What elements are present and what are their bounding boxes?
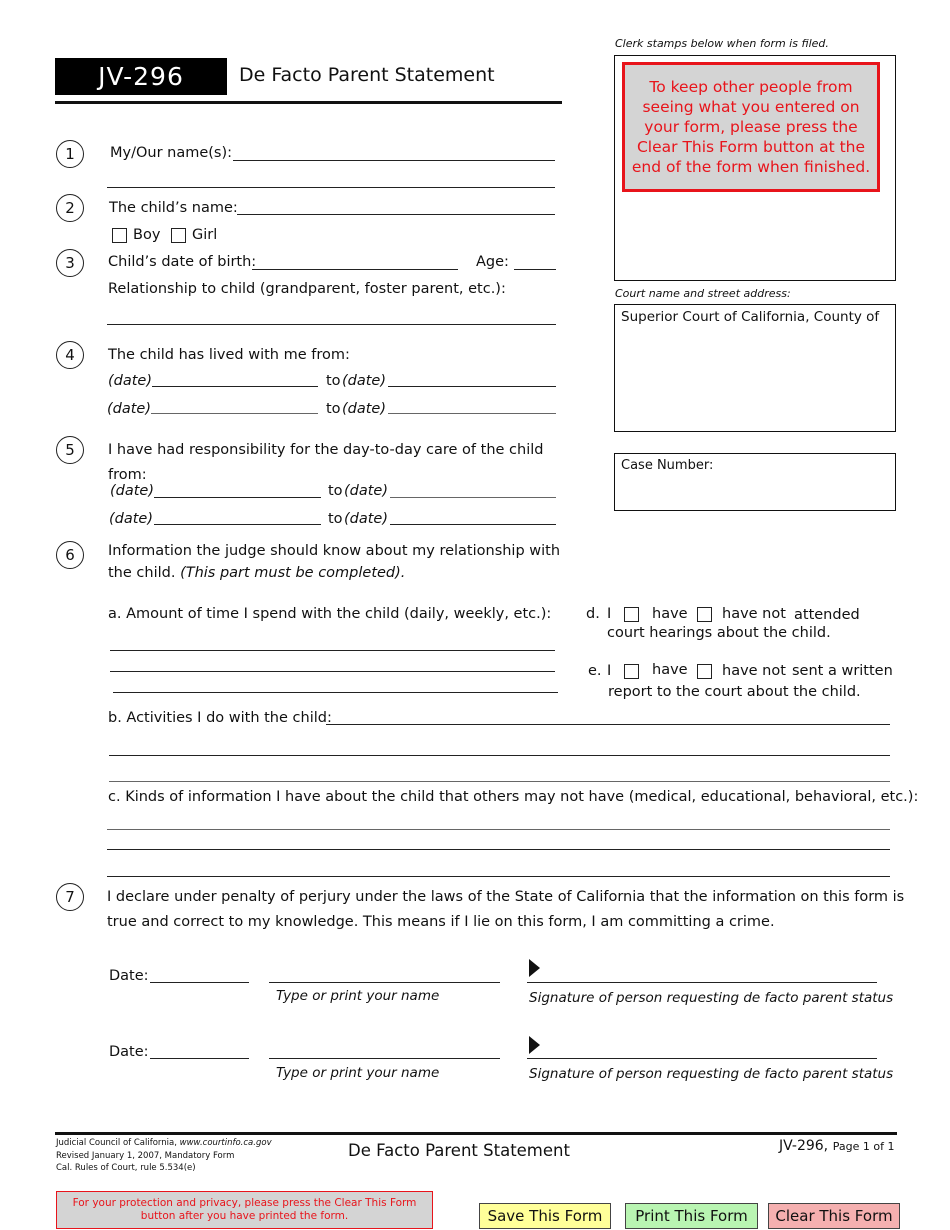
care-to-label-1: to: [328, 483, 343, 499]
clerk-stamp-label: Clerk stamps below when form is filed.: [615, 37, 829, 50]
lived-with-label: The child has lived with me from:: [108, 347, 350, 363]
care-from-date-label-2: (date): [109, 511, 154, 527]
e-label: e.: [588, 663, 602, 679]
form-number: JV-296: [98, 62, 184, 91]
kinds-info-input-1[interactable]: [107, 829, 890, 830]
signature-input-2[interactable]: [527, 1058, 877, 1059]
print-name-caption-2: Type or print your name: [276, 1065, 440, 1081]
care-from-input-2[interactable]: [154, 524, 321, 525]
date-input-2[interactable]: [150, 1058, 249, 1059]
amount-time-input-3[interactable]: [113, 692, 558, 693]
attended-label: attended: [794, 607, 860, 623]
case-number-label: Case Number:: [621, 458, 714, 473]
signature-arrow-icon-2: [529, 1036, 540, 1054]
signature-caption-1: Signature of person requesting de facto parent status: [529, 990, 894, 1006]
declaration-line-1: I declare under penalty of perjury under the laws of the State of California that the information on this form is: [107, 889, 905, 905]
dob-label: Child’s date of birth:: [108, 254, 257, 270]
lived-from-date-label-2: (date): [107, 401, 152, 417]
e-i-label: I: [607, 663, 612, 679]
lived-to-date-label-2: (date): [342, 401, 387, 417]
lived-to-input-1[interactable]: [388, 386, 556, 387]
care-to-label-2: to: [328, 511, 343, 527]
declaration-line-2: true and correct to my knowledge. This means if I lie on this form, I am committing a crime.: [107, 914, 775, 930]
info-judge-note: (This part must be completed).: [180, 565, 406, 581]
d-i-label: I: [607, 606, 612, 622]
girl-label: Girl: [192, 227, 218, 243]
activities-input-3[interactable]: [109, 781, 890, 782]
print-name-caption-1: Type or print your name: [276, 988, 440, 1004]
sent-written-label: sent a written: [792, 663, 893, 679]
footer-form-ref: JV-296,: [779, 1138, 829, 1154]
lived-to-label-2: to: [326, 401, 341, 417]
info-judge-child: the child.: [108, 565, 176, 581]
child-name-label: The child’s name:: [109, 200, 238, 216]
lived-from-input-2[interactable]: [151, 413, 318, 414]
lived-to-date-label-1: (date): [342, 373, 387, 389]
form-title: De Facto Parent Statement: [239, 64, 495, 86]
e-have-checkbox[interactable]: [624, 664, 639, 679]
court-name-field[interactable]: [614, 304, 896, 432]
e-have-not-label: have not: [722, 663, 786, 679]
lived-from-date-label-1: (date): [108, 373, 153, 389]
info-judge-label: Information the judge should know about my relationship with: [108, 543, 561, 559]
boy-label: Boy: [133, 227, 161, 243]
footer-page-number: Page 1 of 1: [832, 1140, 895, 1153]
print-form-button[interactable]: Print This Form: [625, 1203, 758, 1229]
footer-council: [56, 1139, 272, 1148]
responsibility-label: I have had responsibility for the day-to-day care of the child: [108, 442, 544, 458]
kinds-info-input-2[interactable]: [107, 849, 890, 850]
activities-input-2[interactable]: [109, 755, 890, 756]
care-to-date-label-1: (date): [344, 483, 389, 499]
header-rule: [55, 101, 562, 104]
dob-input[interactable]: [252, 269, 458, 270]
care-to-input-2[interactable]: [390, 524, 556, 525]
activities-input-1[interactable]: [326, 724, 890, 725]
boy-checkbox[interactable]: [112, 228, 127, 243]
my-names-label: My/Our name(s):: [110, 145, 233, 161]
privacy-notice: [56, 1191, 433, 1229]
info-judge-label-2: [108, 566, 405, 581]
privacy-notice-text: For your protection and privacy, please press the Clear This Form button after you have printed the form.: [72, 1197, 417, 1222]
print-name-input-1[interactable]: [269, 982, 500, 983]
care-to-date-label-2: (date): [344, 511, 389, 527]
care-from-date-label-1: (date): [110, 483, 155, 499]
item-number-2: 2: [56, 194, 84, 222]
amount-time-input-2[interactable]: [110, 671, 555, 672]
d-have-label: have: [652, 606, 688, 622]
signature-arrow-icon-1: [529, 959, 540, 977]
d-have-not-checkbox[interactable]: [697, 607, 712, 622]
kinds-info-input-3[interactable]: [107, 876, 890, 877]
lived-from-input-1[interactable]: [152, 386, 318, 387]
age-label: Age:: [476, 254, 509, 270]
item-number-1: 1: [56, 140, 84, 168]
signature-input-1[interactable]: [527, 982, 877, 983]
save-form-button[interactable]: Save This Form: [479, 1203, 611, 1229]
form-number-box: [55, 58, 227, 95]
activities-label: b. Activities I do with the child:: [108, 710, 332, 726]
court-hearings-label: court hearings about the child.: [607, 625, 831, 641]
amount-time-label: a. Amount of time I spend with the child (daily, weekly, etc.):: [108, 606, 552, 622]
e-have-not-checkbox[interactable]: [697, 664, 712, 679]
footer-rule: [55, 1132, 897, 1135]
report-label: report to the court about the child.: [608, 684, 861, 700]
item-number-4: 4: [56, 341, 84, 369]
footer-page: [779, 1139, 894, 1154]
care-to-input-1[interactable]: [390, 497, 556, 498]
date-input-1[interactable]: [150, 982, 249, 983]
date-label-2: Date:: [109, 1044, 149, 1060]
date-label-1: Date:: [109, 968, 149, 984]
relationship-label: Relationship to child (grandparent, foster parent, etc.):: [108, 281, 506, 297]
my-names-input[interactable]: [233, 160, 555, 161]
footer-website: www.courtinfo.ca.gov: [179, 1138, 272, 1148]
child-name-input[interactable]: [237, 214, 555, 215]
signature-caption-2: Signature of person requesting de facto parent status: [529, 1066, 894, 1082]
item-number-6: 6: [56, 541, 84, 569]
item-number-5: 5: [56, 436, 84, 464]
court-label: Court name and street address:: [615, 287, 791, 300]
print-name-input-2[interactable]: [269, 1058, 500, 1059]
amount-time-input-1[interactable]: [110, 650, 555, 651]
lived-to-label-1: to: [326, 373, 341, 389]
age-input[interactable]: [514, 269, 556, 270]
from-label: from:: [108, 467, 147, 483]
relationship-input[interactable]: [107, 324, 556, 325]
court-name-value: Superior Court of California, County of: [621, 309, 880, 325]
footer-revised: Revised January 1, 2007, Mandatory Form: [56, 1151, 235, 1161]
clear-form-notice-text: To keep other people from seeing what you entered on your form, please press the Clear This Form button at the end of the form when finished.: [631, 78, 871, 176]
lived-to-input-2[interactable]: [388, 413, 556, 414]
d-label: d.: [586, 606, 600, 622]
footer-title: De Facto Parent Statement: [348, 1141, 570, 1160]
clear-form-button[interactable]: Clear This Form: [768, 1203, 900, 1229]
clerk-stamp-box: [614, 55, 896, 281]
d-have-checkbox[interactable]: [624, 607, 639, 622]
item-number-3: 3: [56, 249, 84, 277]
item-number-7: 7: [56, 883, 84, 911]
girl-checkbox[interactable]: [171, 228, 186, 243]
d-have-not-label: have not: [722, 606, 786, 622]
my-names-input-2[interactable]: [107, 187, 555, 188]
case-number-field[interactable]: [614, 453, 896, 511]
e-have-label: have: [652, 662, 688, 678]
care-from-input-1[interactable]: [154, 497, 321, 498]
kinds-info-label: c. Kinds of information I have about the child that others may not have (medical, educational, behavioral, etc.):: [108, 789, 919, 805]
footer-rules: Cal. Rules of Court, rule 5.534(e): [56, 1163, 196, 1173]
footer-council-name: Judicial Council of California,: [56, 1138, 177, 1148]
clear-form-notice: [622, 62, 880, 192]
